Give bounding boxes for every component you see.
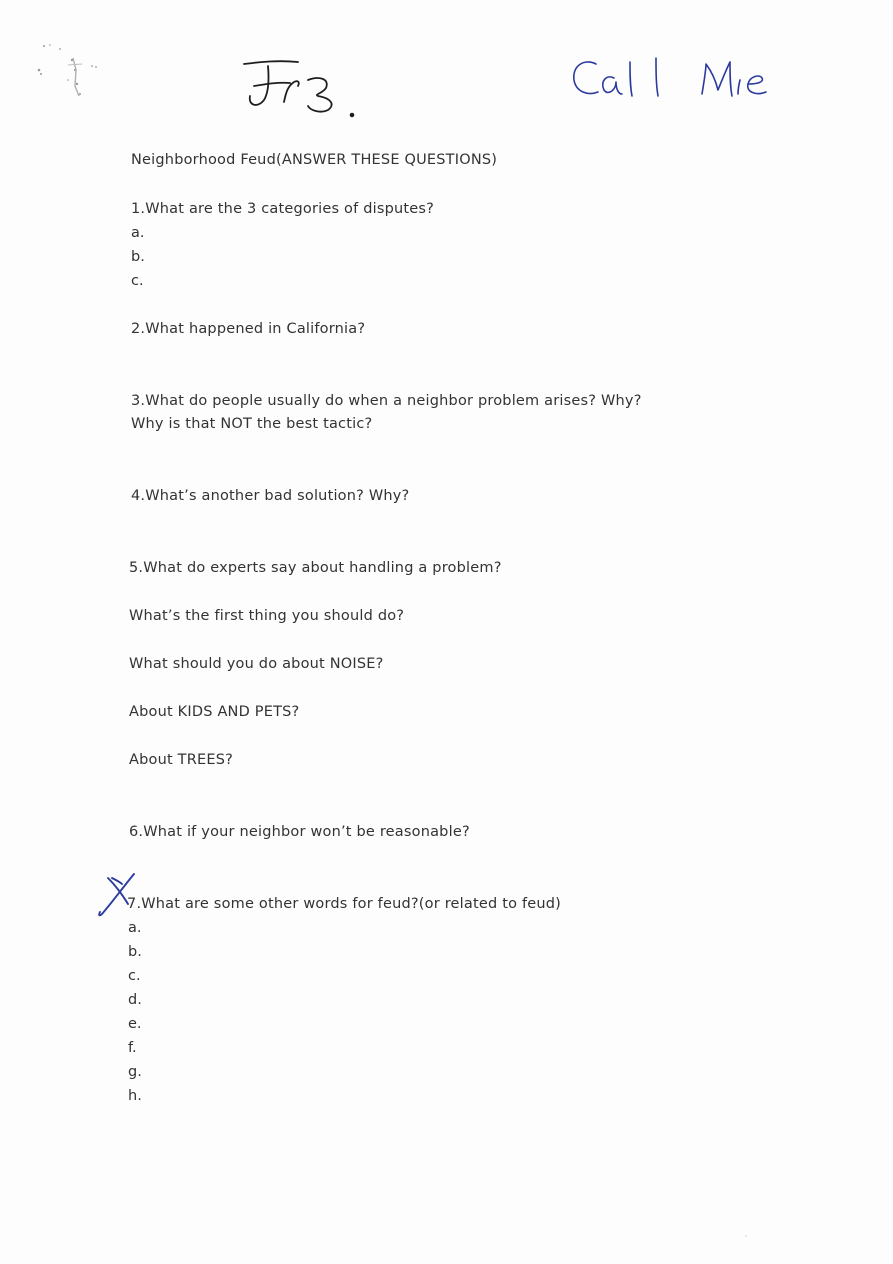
- question-5: 5.What do experts say about handling a problem?: [129, 560, 502, 576]
- question-1: 1.What are the 3 categories of disputes?: [131, 201, 435, 217]
- q7-option-c: c.: [128, 968, 141, 984]
- handwritten-cross-mark: [94, 870, 144, 920]
- question-6: 6.What if your neighbor won’t be reasonable?: [129, 824, 470, 840]
- handwritten-initials: [238, 52, 368, 124]
- question-5-trees: About TREES?: [129, 752, 234, 768]
- q1-option-b: b.: [131, 249, 145, 265]
- q7-option-b: b.: [128, 944, 142, 960]
- question-7-text: .What are some other words for feud?(or related to feud): [136, 896, 562, 912]
- question-5-first-thing: What’s the first thing you should do?: [129, 608, 405, 624]
- q7-option-a: a.: [128, 920, 142, 936]
- q1-option-a: a.: [131, 225, 145, 241]
- q7-option-f: f.: [128, 1040, 137, 1056]
- q7-option-e: e.: [128, 1016, 142, 1032]
- question-3-followup: Why is that NOT the best tactic?: [131, 416, 373, 432]
- question-7-number: 7: [127, 896, 137, 912]
- q7-option-g: g.: [128, 1064, 142, 1080]
- question-3: 3.What do people usually do when a neighbor problem arises? Why?: [131, 393, 642, 409]
- worksheet-title: Neighborhood Feud(ANSWER THESE QUESTIONS): [131, 152, 498, 168]
- scan-speck: [742, 1232, 750, 1240]
- scan-smudge: [32, 40, 112, 110]
- handwritten-call-me: [566, 54, 778, 104]
- q7-option-d: d.: [128, 992, 142, 1008]
- question-2: 2.What happened in California?: [131, 321, 366, 337]
- q7-option-h: h.: [128, 1088, 142, 1104]
- question-4: 4.What’s another bad solution? Why?: [131, 488, 410, 504]
- q1-option-c: c.: [131, 273, 144, 289]
- question-5-kids-pets: About KIDS AND PETS?: [129, 704, 300, 720]
- question-5-noise: What should you do about NOISE?: [129, 656, 384, 672]
- question-7: [127, 895, 561, 913]
